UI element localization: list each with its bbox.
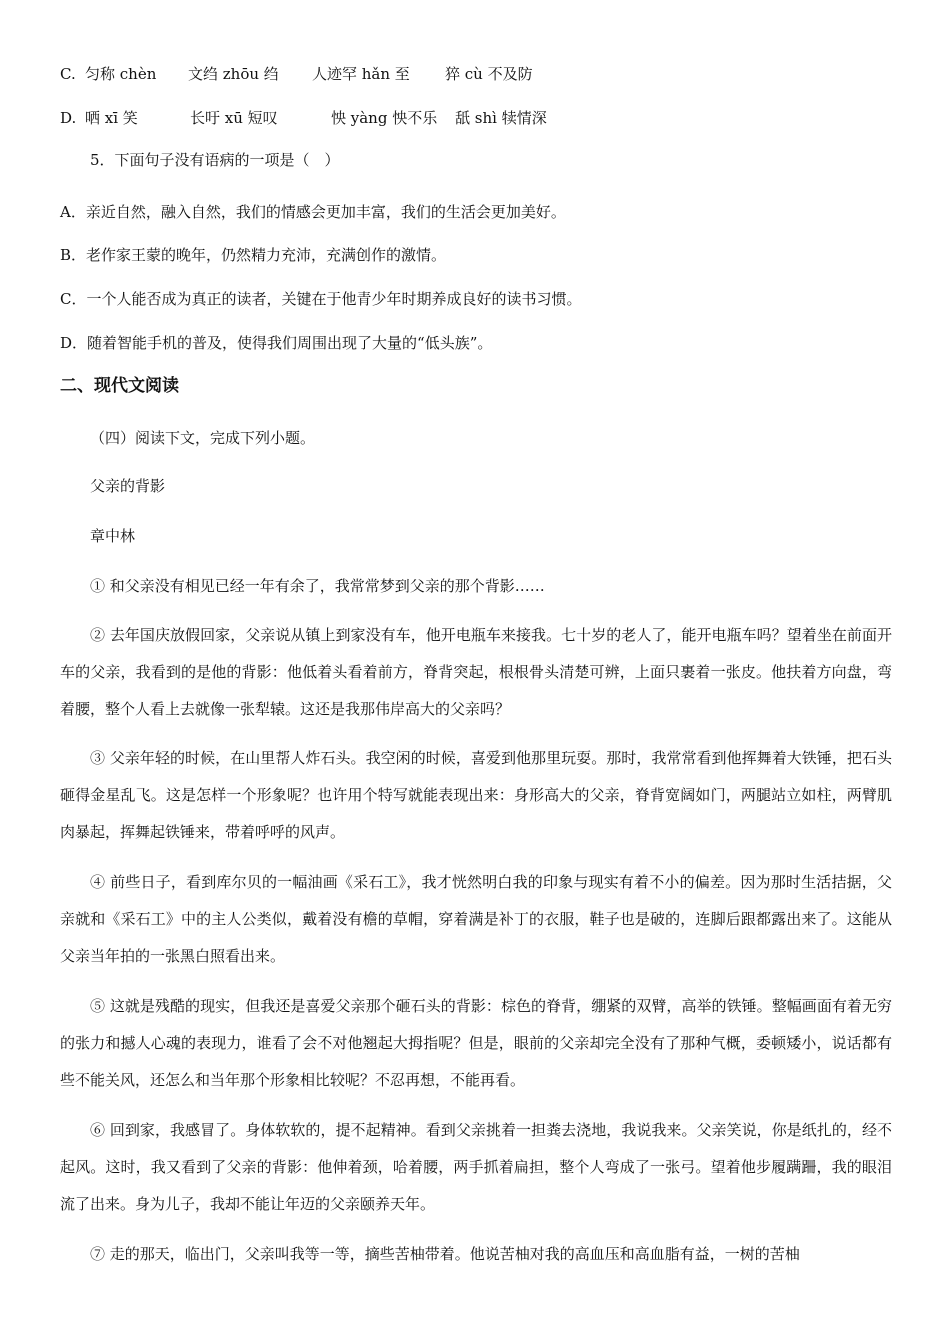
option-item: 舐 shì 犊情深: [455, 109, 547, 127]
question-5-option-b: B．老作家王蒙的晚年，仍然精力充沛，充满创作的激情。: [60, 246, 447, 264]
question-5-option-c: C．一个人能否成为真正的读者，关键在于他青少年时期养成良好的读书习惯。: [60, 290, 582, 308]
option-item: 匀称 chèn: [85, 65, 157, 83]
question-5-stem: 5．下面句子没有语病的一项是（ ）: [90, 151, 340, 169]
paragraph-2: ② 去年国庆放假回家，父亲说从镇上到家没有车，他开电瓶车来接我。七十岁的老人了，能开电瓶车吗？望着坐在前面开车的父亲，我看到的是他的背影：他低着头看着前方，脊背突起，根根骨头清楚可辨，上面只裹着一张皮。他扶着方向盘，弯着腰，整个人看上去就像一张犁辕。这还是我那伟岸高大的父亲吗？: [60, 626, 892, 718]
option-item: 文绉 zhōu 绉: [188, 65, 279, 83]
paragraph-6: ⑥ 回到家，我感冒了。身体软软的，提不起精神。看到父亲挑着一担粪去浇地，我说我来。父亲笑说，你是纸扎的，经不起风。这时，我又看到了父亲的背影：他伸着颈，哈着腰，两手抓着扁担，整个人弯成了一张弓。望着他步履蹒跚，我的眼泪流了出来。身为儿子，我却不能让年迈的父亲颐养天年。: [60, 1121, 892, 1213]
article-author: 章中林: [90, 527, 136, 545]
question-5-option-d: D．随着智能手机的普及，使得我们周围出现了大量的“低头族”。: [60, 334, 493, 352]
option-item: 人迹罕 hǎn 至: [312, 65, 410, 83]
article-title: 父亲的背影: [90, 477, 166, 495]
option-item: 长吁 xū 短叹: [190, 109, 278, 127]
option-letter: D.: [60, 109, 77, 127]
paragraph-7: ⑦ 走的那天，临出门，父亲叫我等一等，摘些苦柚带着。他说苦柚对我的高血压和高血脂有益，一树的苦柚: [90, 1245, 800, 1263]
option-item: 怏 yàng 怏不乐: [331, 109, 438, 127]
paragraph-5: ⑤ 这就是残酷的现实，但我还是喜爱父亲那个砸石头的背影：棕色的脊背，绷紧的双臂，高举的铁锤。整幅画面有着无穷的张力和撼人心魂的表现力，谁看了会不对他翘起大拇指呢？但是，眼前的父亲却完全没有了那种气概，委顿矮小，说话都有些不能关风，还怎么和当年那个形象相比较呢？不忍再想，不能再看。: [60, 997, 892, 1089]
reading-instruction: （四）阅读下文，完成下列小题。: [90, 429, 316, 447]
option-item: 哂 xī 笑: [85, 109, 138, 127]
option-item: 猝 cù 不及防: [445, 65, 533, 83]
option-letter: C.: [60, 65, 76, 83]
paragraph-3: ③ 父亲年轻的时候，在山里帮人炸石头。我空闲的时候，喜爱到他那里玩耍。那时，我常常看到他挥舞着大铁锤，把石头砸得金星乱飞。这是怎样一个形象呢？也许用个特写就能表现出来：身形高大的父亲，脊背宽阔如门，两腿站立如柱，两臂肌肉暴起，挥舞起铁锤来，带着呼呼的风声。: [60, 749, 892, 841]
paragraph-4: ④ 前些日子，看到库尔贝的一幅油画《采石工》，我才恍然明白我的印象与现实有着不小的偏差。因为那时生活拮据，父亲就和《采石工》中的主人公类似，戴着没有檐的草帽，穿着满是补丁的衣服，鞋子也是破的，连脚后跟都露出来了。这能从父亲当年拍的一张黑白照看出来。: [60, 873, 892, 965]
question-5-option-a: A．亲近自然，融入自然，我们的情感会更加丰富，我们的生活会更加美好。: [60, 203, 566, 221]
section-heading: 二、现代文阅读: [60, 376, 179, 396]
paragraph-1: ① 和父亲没有相见已经一年有余了，我常常梦到父亲的那个背影……: [90, 577, 545, 595]
